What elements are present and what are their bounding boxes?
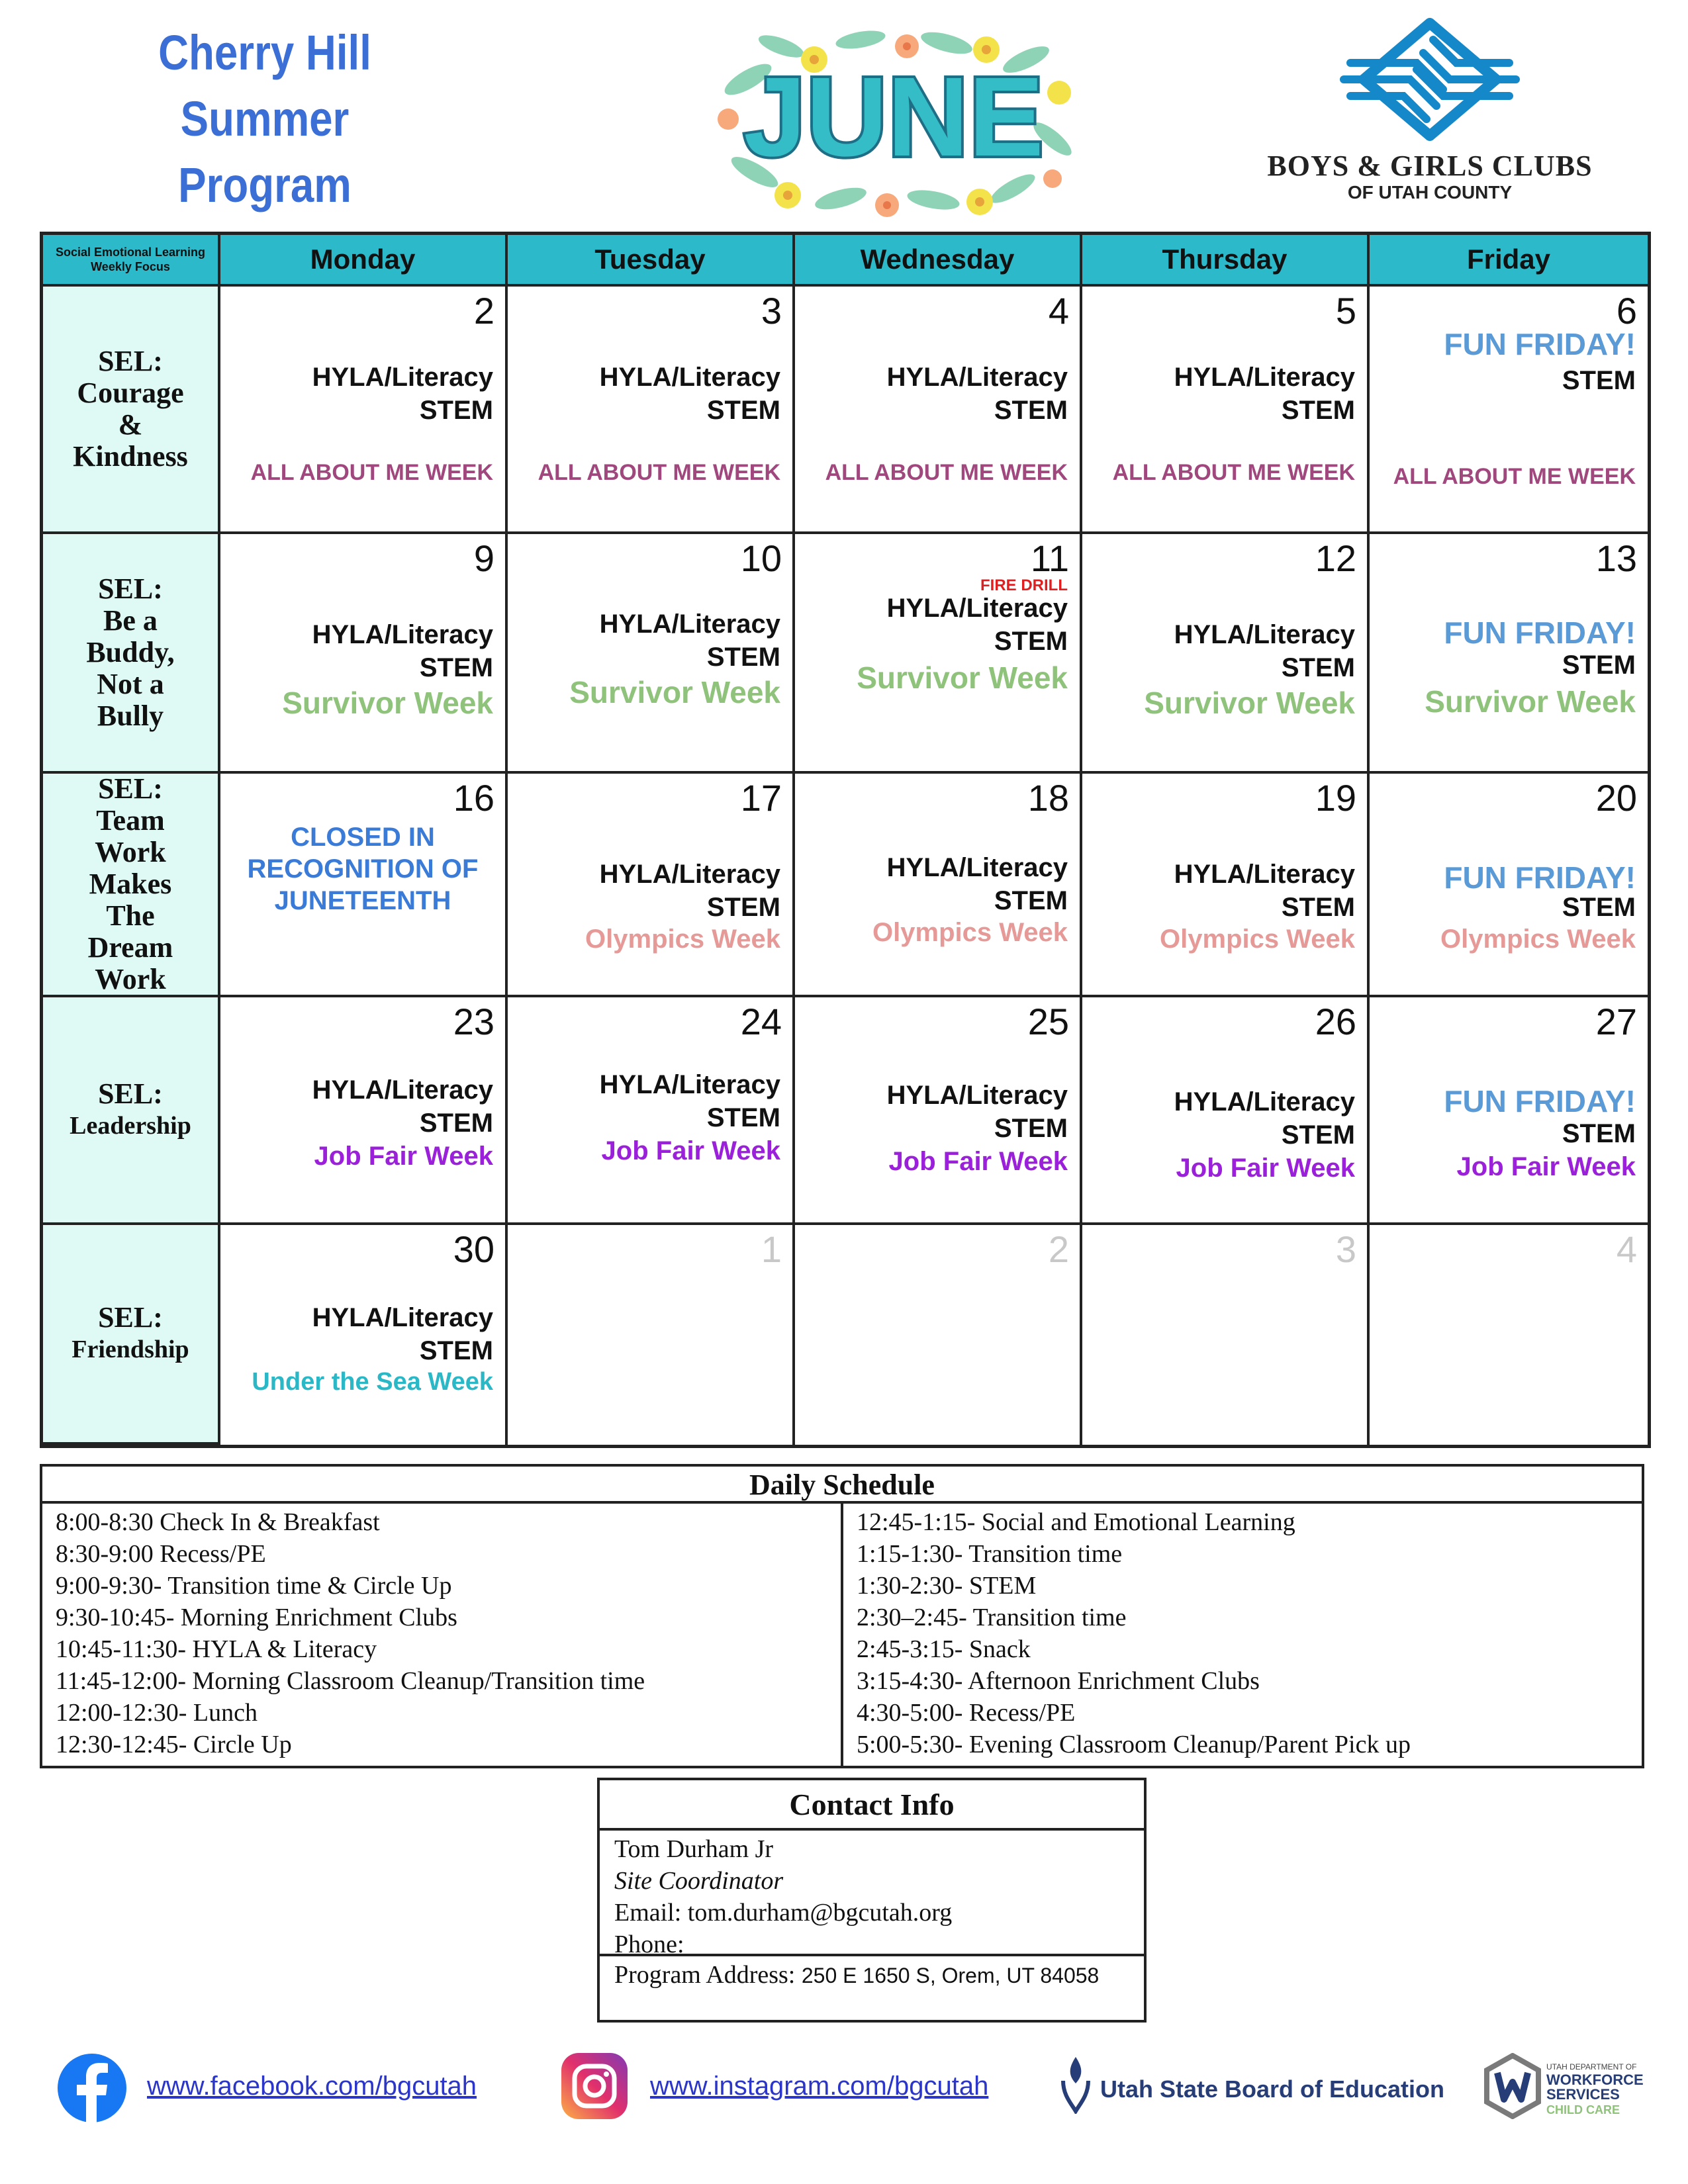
schedule-item: 2:30–2:45- Transition time <box>857 1604 1127 1631</box>
calendar-day-cell <box>1082 287 1370 534</box>
week-theme: ALL ABOUT ME WEEK <box>250 460 493 485</box>
sel-focus-line: SEL: <box>98 1301 163 1334</box>
week-theme: ALL ABOUT ME WEEK <box>825 460 1068 485</box>
week-theme: Job Fair Week <box>1176 1154 1355 1183</box>
hyla-literacy-label: HYLA/Literacy <box>1174 363 1355 392</box>
stem-label: STEM <box>1281 653 1355 682</box>
stem-label: STEM <box>419 1336 493 1365</box>
week-theme: Job Fair Week <box>1456 1152 1636 1181</box>
stem-label: STEM <box>1281 893 1355 922</box>
week-theme: ALL ABOUT ME WEEK <box>1393 464 1636 489</box>
calendar-day-cell <box>220 534 508 774</box>
schedule-item: 2:45-3:15- Snack <box>857 1635 1031 1663</box>
hyla-literacy-label: HYLA/Literacy <box>599 1070 780 1099</box>
week-theme: Survivor Week <box>1144 686 1355 720</box>
calendar-day-cell <box>1370 534 1648 774</box>
sel-focus-line: The <box>106 899 155 932</box>
header-thursday: Thursday <box>1082 235 1370 287</box>
calendar-day-cell <box>795 287 1082 534</box>
title-line: Cherry Hill <box>158 25 371 80</box>
sel-focus-line: Friendship <box>71 1336 189 1363</box>
sel-focus-line: SEL: <box>98 345 163 377</box>
week-theme: Job Fair Week <box>601 1136 780 1165</box>
contact-body <box>600 1831 1144 1956</box>
calendar-day-cell <box>220 774 508 997</box>
week-theme: Olympics Week <box>872 918 1068 947</box>
stem-label: STEM <box>1281 396 1355 425</box>
dws-hexagon-icon <box>1483 2053 1542 2119</box>
week-theme: Job Fair Week <box>888 1147 1068 1176</box>
address-label: Program Address: <box>614 1961 796 1989</box>
hyla-literacy-label: HYLA/Literacy <box>599 610 780 639</box>
sel-focus-line: Be a <box>103 604 158 637</box>
address-value: 250 E 1650 S, Orem, UT 84058 <box>801 1964 1100 1987</box>
calendar-day-cell <box>1082 1225 1370 1445</box>
calendar-day-cell <box>795 997 1082 1225</box>
schedule-item: 4:30-5:00- Recess/PE <box>857 1699 1076 1727</box>
schedule-item: 12:45-1:15- Social and Emotional Learning <box>857 1508 1295 1536</box>
usbe-torch-icon <box>1058 2054 1094 2114</box>
calendar-day-cell <box>1370 774 1648 997</box>
calendar-day-cell <box>795 534 1082 774</box>
stem-label: STEM <box>706 1103 780 1132</box>
week-theme: Job Fair Week <box>314 1142 493 1171</box>
sel-focus-line: Courage <box>77 377 184 409</box>
day-number: 20 <box>1595 777 1637 819</box>
day-number: 5 <box>1335 290 1356 332</box>
week-theme: Survivor Week <box>1425 684 1636 719</box>
calendar-day-cell <box>1370 1225 1648 1445</box>
day-number: 26 <box>1315 1001 1356 1042</box>
day-number: 2 <box>1048 1228 1069 1270</box>
fire-drill-note: FIRE DRILL <box>980 576 1068 594</box>
header-monday: Monday <box>220 235 508 287</box>
calendar-day-cell <box>1370 997 1648 1225</box>
closed-notice: CLOSED IN <box>291 823 435 852</box>
hyla-literacy-label: HYLA/Literacy <box>599 860 780 889</box>
sel-focus-header: Social Emotional Learning Weekly Focus <box>43 235 220 287</box>
week-theme: Survivor Week <box>857 660 1068 695</box>
day-number: 25 <box>1027 1001 1069 1042</box>
stem-label: STEM <box>1562 651 1636 680</box>
june-month-logo <box>708 20 1079 218</box>
hyla-literacy-label: HYLA/Literacy <box>599 363 780 392</box>
schedule-item: 9:30-10:45- Morning Enrichment Clubs <box>56 1604 457 1631</box>
sel-focus-line: Buddy, <box>86 636 175 668</box>
schedule-item: 12:00-12:30- Lunch <box>56 1699 258 1727</box>
contact-title: Contact Info <box>600 1780 1144 1831</box>
svg-text:JUNE: JUNE <box>743 54 1044 180</box>
stem-label: STEM <box>994 1114 1068 1143</box>
calendar-day-cell <box>220 997 508 1225</box>
stem-label: STEM <box>994 396 1068 425</box>
calendar-day-cell <box>1370 287 1648 534</box>
day-number: 2 <box>473 290 494 332</box>
hyla-literacy-label: HYLA/Literacy <box>312 363 493 392</box>
hyla-literacy-label: HYLA/Literacy <box>1174 1087 1355 1116</box>
calendar-day-cell <box>795 774 1082 997</box>
calendar-day-cell <box>508 1225 795 1445</box>
schedule-morning-column <box>42 1504 843 1766</box>
week-theme: Olympics Week <box>1440 925 1636 954</box>
hyla-literacy-label: HYLA/Literacy <box>312 620 493 649</box>
day-number: 4 <box>1616 1228 1637 1270</box>
sel-focus-line: Bully <box>97 700 164 732</box>
hyla-literacy-label: HYLA/Literacy <box>1174 620 1355 649</box>
calendar-day-cell <box>1082 534 1370 774</box>
schedule-item: 1:30-2:30- STEM <box>857 1572 1037 1600</box>
stem-label: STEM <box>419 1109 493 1138</box>
week-theme: Olympics Week <box>1160 925 1355 954</box>
stem-label: STEM <box>1281 1120 1355 1150</box>
sel-focus-cell <box>43 997 220 1225</box>
week-theme: Survivor Week <box>569 675 780 709</box>
boys-girls-clubs-logo <box>1244 17 1615 208</box>
instagram-link[interactable]: www.instagram.com/bgcutah <box>650 2071 989 2101</box>
fun-friday-label: FUN FRIDAY! <box>1444 1084 1636 1118</box>
schedule-item: 8:00-8:30 Check In & Breakfast <box>56 1508 380 1536</box>
schedule-item: 12:30-12:45- Circle Up <box>56 1731 292 1758</box>
stem-label: STEM <box>419 653 493 682</box>
bgc-hands-icon <box>1244 17 1615 149</box>
day-number: 18 <box>1027 777 1069 819</box>
fun-friday-label: FUN FRIDAY! <box>1444 327 1636 361</box>
hyla-literacy-label: HYLA/Literacy <box>886 1081 1068 1110</box>
sel-focus-line: Dream <box>87 931 173 964</box>
hyla-literacy-label: HYLA/Literacy <box>886 853 1068 882</box>
sel-focus-line: Leadership <box>70 1112 191 1140</box>
closed-notice: RECOGNITION OF <box>247 854 479 884</box>
sel-focus-cell <box>43 287 220 534</box>
stem-label: STEM <box>1562 893 1636 922</box>
dws-main-2: SERVICES <box>1546 2086 1620 2103</box>
usbe-logo-text: Utah State Board of Education <box>1100 2075 1445 2103</box>
week-theme: ALL ABOUT ME WEEK <box>538 460 780 485</box>
sel-focus-cell <box>43 1225 220 1445</box>
calendar-day-cell <box>508 774 795 997</box>
schedule-afternoon-column <box>843 1504 1642 1766</box>
day-number: 27 <box>1595 1001 1637 1042</box>
sel-focus-line: Makes <box>89 868 172 900</box>
calendar-day-cell <box>508 534 795 774</box>
day-number: 24 <box>740 1001 782 1042</box>
week-theme: Olympics Week <box>585 925 780 954</box>
schedule-item: 3:15-4:30- Afternoon Enrichment Clubs <box>857 1667 1260 1695</box>
calendar-day-cell <box>1082 997 1370 1225</box>
week-theme: Survivor Week <box>282 686 493 720</box>
dws-top: UTAH DEPARTMENT OF <box>1546 2062 1637 2071</box>
hyla-literacy-label: HYLA/Literacy <box>886 594 1068 623</box>
stem-label: STEM <box>994 627 1068 656</box>
contact-phone: Phone: <box>614 1931 684 1958</box>
contact-name: Tom Durham Jr <box>614 1835 774 1863</box>
title-line: Summer Program <box>178 91 352 212</box>
closed-notice: JUNETEENTH <box>274 886 451 915</box>
schedule-item: 10:45-11:30- HYLA & Literacy <box>56 1635 377 1663</box>
day-number: 23 <box>453 1001 494 1042</box>
stem-label: STEM <box>1562 366 1636 395</box>
day-number: 11 <box>1030 537 1069 579</box>
header-friday: Friday <box>1370 235 1648 287</box>
schedule-title: Daily Schedule <box>42 1467 1642 1504</box>
facebook-icon[interactable] <box>56 2052 128 2124</box>
day-number: 3 <box>1335 1228 1356 1270</box>
calendar-day-cell <box>508 287 795 534</box>
stem-label: STEM <box>706 396 780 425</box>
sel-focus-line: SEL: <box>98 1077 163 1110</box>
day-number: 19 <box>1315 777 1356 819</box>
stem-label: STEM <box>994 886 1068 915</box>
facebook-link[interactable]: www.facebook.com/bgcutah <box>147 2071 477 2101</box>
stem-label: STEM <box>1562 1119 1636 1148</box>
day-number: 12 <box>1315 537 1356 579</box>
calendar-day-cell <box>220 287 508 534</box>
day-number: 30 <box>453 1228 494 1270</box>
day-number: 6 <box>1616 290 1637 332</box>
day-number: 17 <box>740 777 782 819</box>
stem-label: STEM <box>706 643 780 672</box>
hyla-literacy-label: HYLA/Literacy <box>1174 860 1355 889</box>
sel-focus-line: & <box>118 408 143 441</box>
week-theme: Under the Sea Week <box>252 1368 493 1396</box>
hyla-literacy-label: HYLA/Literacy <box>312 1303 493 1332</box>
org-sub: OF UTAH COUNTY <box>1347 182 1513 203</box>
sel-focus-line: SEL: <box>98 772 163 805</box>
day-number: 4 <box>1048 290 1069 332</box>
day-number: 9 <box>473 537 494 579</box>
calendar-day-cell <box>220 1225 508 1445</box>
calendar-day-cell <box>508 997 795 1225</box>
instagram-icon[interactable] <box>560 2052 629 2120</box>
day-number: 13 <box>1595 537 1637 579</box>
sel-focus-line: Not a <box>97 668 164 700</box>
sel-focus-cell <box>43 534 220 774</box>
sel-focus-line: SEL: <box>98 572 163 605</box>
fun-friday-label: FUN FRIDAY! <box>1444 615 1636 650</box>
contact-role: Site Coordinator <box>614 1867 784 1895</box>
stem-label: STEM <box>706 893 780 922</box>
program-address <box>600 1958 1144 1990</box>
day-number: 16 <box>453 777 494 819</box>
june-calendar <box>40 232 1651 1448</box>
floral-june-graphic <box>708 20 1079 218</box>
dws-main-1: WORKFORCE <box>1546 2071 1644 2088</box>
schedule-item: 9:00-9:30- Transition time & Circle Up <box>56 1572 452 1600</box>
header-wednesday: Wednesday <box>795 235 1082 287</box>
contact-info <box>597 1778 1147 2023</box>
day-number: 3 <box>761 290 782 332</box>
sel-focus-cell <box>43 774 220 997</box>
fun-friday-label: FUN FRIDAY! <box>1444 860 1636 895</box>
contact-email: Email: tom.durham@bgcutah.org <box>614 1899 953 1927</box>
schedule-item: 11:45-12:00- Morning Classroom Cleanup/Transition time <box>56 1667 645 1695</box>
dws-sub: CHILD CARE <box>1546 2103 1620 2116</box>
sel-focus-line: Kindness <box>73 440 188 473</box>
schedule-item: 5:00-5:30- Evening Classroom Cleanup/Parent Pick up <box>857 1731 1411 1758</box>
calendar-day-cell <box>795 1225 1082 1445</box>
header-tuesday: Tuesday <box>508 235 795 287</box>
schedule-item: 1:15-1:30- Transition time <box>857 1540 1123 1568</box>
schedule-item: 8:30-9:00 Recess/PE <box>56 1540 266 1568</box>
dws-child-care-logo <box>1483 2050 1642 2123</box>
hyla-literacy-label: HYLA/Literacy <box>886 363 1068 392</box>
day-number: 1 <box>761 1228 782 1270</box>
day-number: 10 <box>740 537 782 579</box>
hyla-literacy-label: HYLA/Literacy <box>312 1075 493 1105</box>
sel-focus-line: Work <box>95 963 166 995</box>
sel-focus-line: Work <box>95 836 166 868</box>
sel-focus-line: Team <box>96 804 165 837</box>
calendar-day-cell <box>1082 774 1370 997</box>
daily-schedule <box>40 1464 1644 1768</box>
stem-label: STEM <box>419 396 493 425</box>
week-theme: ALL ABOUT ME WEEK <box>1112 460 1355 485</box>
org-name: BOYS & GIRLS CLUBS <box>1267 150 1593 182</box>
